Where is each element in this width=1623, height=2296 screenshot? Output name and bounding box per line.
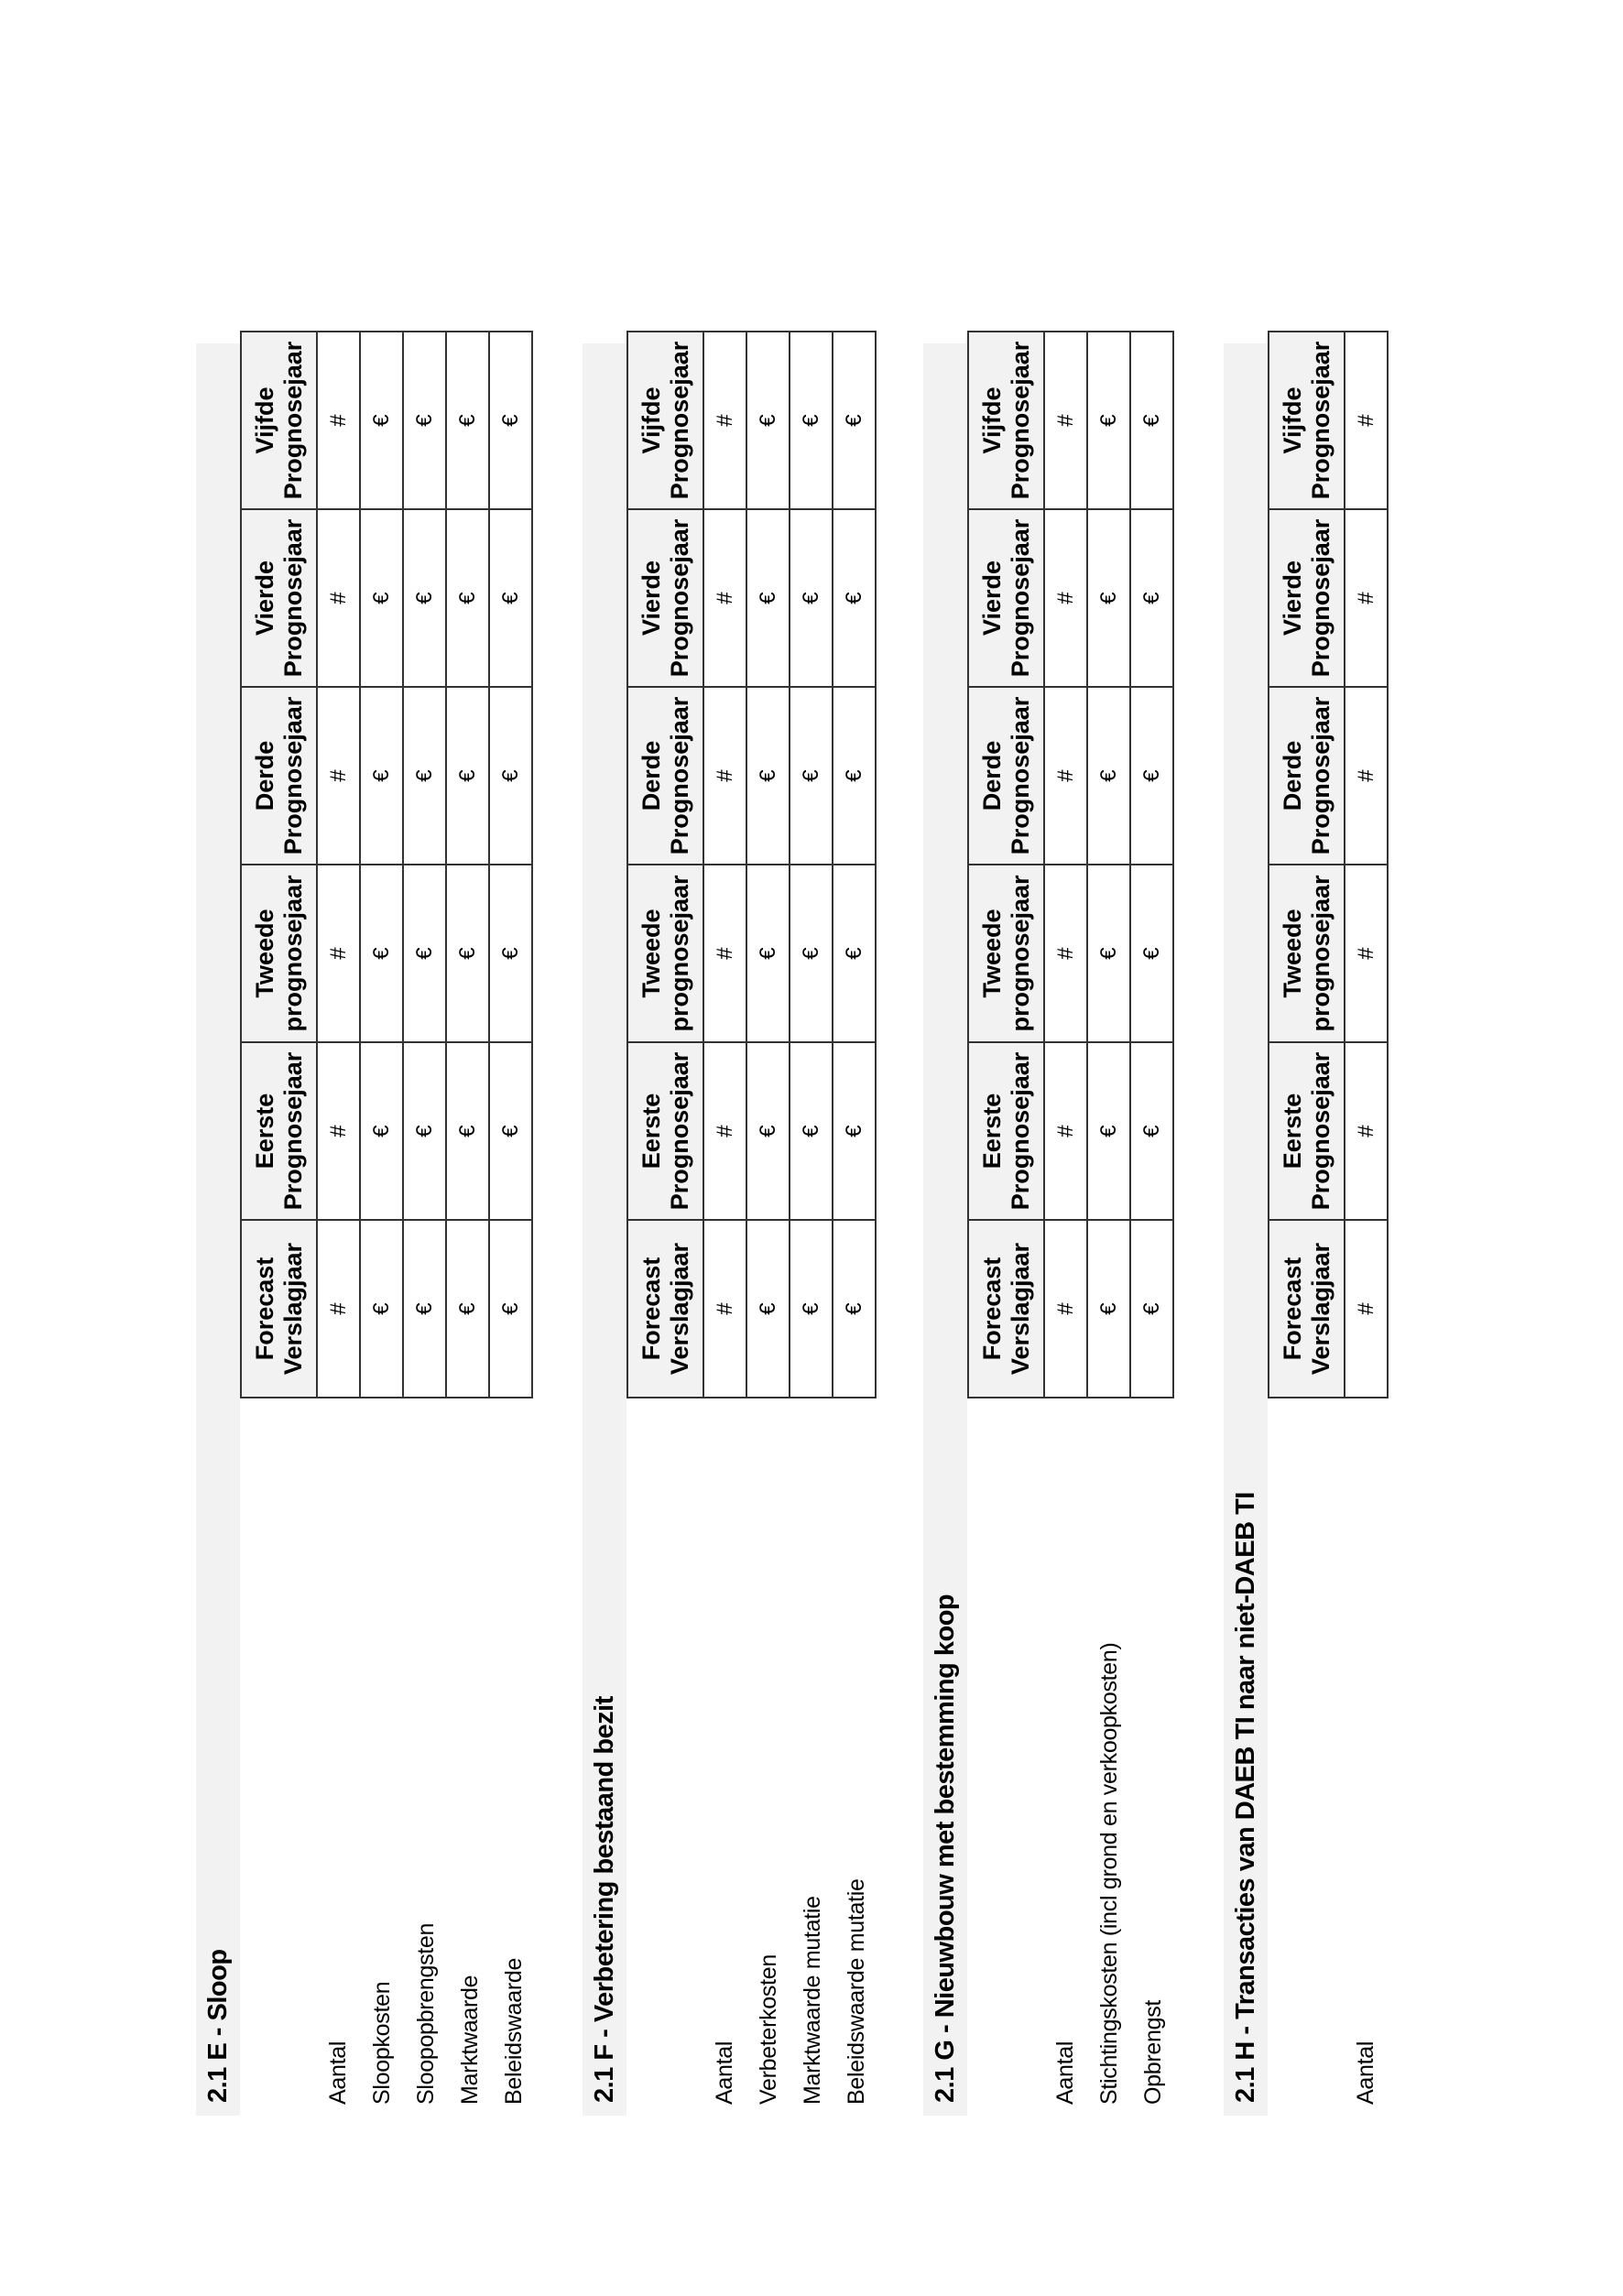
unit-cell[interactable]: € — [833, 332, 876, 509]
column-header — [241, 687, 317, 865]
unit-cell[interactable]: € — [489, 1220, 532, 1398]
unit-cell[interactable]: € — [1087, 1042, 1130, 1220]
forecast-table — [240, 331, 533, 1398]
column-header-line2: prognosejaar — [1006, 875, 1034, 1032]
column-header-line2: Prognosejaar — [1006, 696, 1034, 855]
row-label: Beleidswaarde — [501, 1957, 527, 2105]
unit-cell[interactable]: € — [833, 865, 876, 1042]
column-header-line2: Prognosejaar — [278, 518, 307, 678]
unit-cell[interactable]: € — [489, 509, 532, 687]
unit-cell[interactable]: # — [1345, 332, 1388, 509]
unit-cell[interactable]: € — [1130, 509, 1173, 687]
unit-cell[interactable]: € — [790, 509, 833, 687]
unit-cell[interactable]: # — [317, 1220, 360, 1398]
unit-cell[interactable]: € — [489, 332, 532, 509]
column-header-line2: Prognosejaar — [1306, 341, 1334, 500]
unit-cell[interactable]: € — [360, 1042, 403, 1220]
unit-cell[interactable]: € — [790, 865, 833, 1042]
unit-cell[interactable]: € — [403, 865, 446, 1042]
header-row — [968, 332, 1044, 1398]
unit-cell[interactable]: € — [833, 1042, 876, 1220]
table-row — [1345, 332, 1388, 1398]
section-title: 2.1 G - Nieuwbouw met bestemming koop — [931, 1594, 960, 2103]
unit-cell[interactable]: # — [317, 865, 360, 1042]
unit-cell[interactable]: € — [403, 1042, 446, 1220]
unit-cell[interactable]: € — [360, 1220, 403, 1398]
row-label: Marktwaarde mutatie — [800, 1896, 825, 2105]
column-header — [1269, 687, 1345, 865]
column-header-line2: Verslagjaar — [1006, 1242, 1034, 1376]
table-row — [1130, 332, 1173, 1398]
column-header — [968, 1220, 1044, 1398]
table-row — [403, 332, 446, 1398]
column-header-line1: Tweede — [977, 909, 1006, 998]
column-header — [627, 509, 703, 687]
unit-cell[interactable]: € — [790, 1042, 833, 1220]
unit-cell[interactable]: € — [403, 509, 446, 687]
row-label: Aantal — [1052, 2040, 1078, 2105]
column-header — [241, 1220, 317, 1398]
section-title: 2.1 F - Verbetering bestaand bezit — [590, 1696, 619, 2103]
unit-cell[interactable]: € — [1130, 865, 1173, 1042]
unit-cell[interactable]: # — [317, 509, 360, 687]
column-header — [241, 509, 317, 687]
header-row — [627, 332, 703, 1398]
unit-cell[interactable]: # — [703, 1220, 746, 1398]
column-header-line1: Eerste — [637, 1093, 665, 1170]
column-header — [1269, 509, 1345, 687]
unit-cell[interactable]: € — [1130, 332, 1173, 509]
column-header-line1: Tweede — [250, 909, 278, 998]
unit-cell[interactable]: € — [1087, 509, 1130, 687]
unit-cell[interactable]: € — [360, 509, 403, 687]
unit-cell[interactable]: € — [833, 1220, 876, 1398]
unit-cell[interactable]: € — [446, 1220, 489, 1398]
row-label: Marktwaarde — [457, 1975, 483, 2105]
column-header-line2: Verslagjaar — [665, 1242, 693, 1376]
unit-cell[interactable]: € — [746, 1042, 790, 1220]
column-header-line1: Derde — [1278, 740, 1306, 811]
unit-cell[interactable]: # — [703, 332, 746, 509]
column-header-line1: Forecast — [1278, 1257, 1306, 1361]
column-header — [627, 332, 703, 509]
unit-cell[interactable]: # — [317, 1042, 360, 1220]
unit-cell[interactable]: # — [317, 332, 360, 509]
unit-cell[interactable]: € — [746, 865, 790, 1042]
column-header-line2: Prognosejaar — [1306, 1051, 1334, 1211]
column-header-line1: Eerste — [977, 1093, 1006, 1170]
column-header — [627, 1042, 703, 1220]
table-row — [1044, 332, 1087, 1398]
column-header-line1: Derde — [250, 740, 278, 811]
column-header-line2: Prognosejaar — [665, 1051, 693, 1211]
column-header-line1: Eerste — [1278, 1093, 1306, 1170]
section-title: 2.1 E - Sloop — [203, 1949, 233, 2103]
column-header-line1: Vijfde — [1278, 386, 1306, 454]
column-header — [968, 687, 1044, 865]
column-header-line1: Derde — [637, 740, 665, 811]
column-header-line1: Vijfde — [250, 386, 278, 454]
unit-cell[interactable]: # — [1044, 865, 1087, 1042]
column-header-line1: Tweede — [637, 909, 665, 998]
table-row — [1087, 332, 1130, 1398]
row-label: Stichtingskosten (incl grond en verkoopkosten) — [1096, 1642, 1122, 2105]
unit-cell[interactable]: # — [703, 865, 746, 1042]
unit-cell[interactable]: € — [833, 687, 876, 865]
unit-cell[interactable]: € — [1130, 1220, 1173, 1398]
unit-cell[interactable]: # — [1345, 865, 1388, 1042]
column-header-line2: Prognosejaar — [278, 696, 307, 855]
column-header-line1: Vijfde — [637, 386, 665, 454]
table-row — [746, 332, 790, 1398]
unit-cell[interactable]: € — [446, 1042, 489, 1220]
table-row — [489, 332, 532, 1398]
table-row — [317, 332, 360, 1398]
unit-cell[interactable]: € — [489, 687, 532, 865]
unit-cell[interactable]: € — [790, 1220, 833, 1398]
unit-cell[interactable]: # — [1345, 509, 1388, 687]
column-header-line1: Derde — [977, 740, 1006, 811]
unit-cell[interactable]: € — [833, 509, 876, 687]
column-header — [968, 332, 1044, 509]
unit-cell[interactable]: € — [446, 509, 489, 687]
unit-cell[interactable]: € — [403, 332, 446, 509]
column-header-line2: Prognosejaar — [1306, 696, 1334, 855]
section-e — [196, 343, 536, 2116]
header-row — [1269, 332, 1345, 1398]
column-header-line1: Eerste — [250, 1093, 278, 1170]
unit-cell[interactable]: # — [1044, 1042, 1087, 1220]
unit-cell[interactable]: € — [746, 509, 790, 687]
unit-cell[interactable]: € — [746, 1220, 790, 1398]
column-header-line2: Verslagjaar — [1306, 1242, 1334, 1376]
unit-cell[interactable]: € — [1087, 865, 1130, 1042]
unit-cell[interactable]: € — [446, 687, 489, 865]
table-row — [360, 332, 403, 1398]
unit-cell[interactable]: # — [1044, 1220, 1087, 1398]
unit-cell[interactable]: # — [1044, 509, 1087, 687]
unit-cell[interactable]: € — [1087, 1220, 1130, 1398]
unit-cell[interactable]: € — [790, 332, 833, 509]
column-header-line1: Vierde — [977, 560, 1006, 637]
unit-cell[interactable]: # — [317, 687, 360, 865]
column-header — [1269, 1042, 1345, 1220]
column-header-line2: prognosejaar — [665, 875, 693, 1032]
column-header-line2: Prognosejaar — [278, 1051, 307, 1211]
column-header-line1: Vijfde — [977, 386, 1006, 454]
row-label: Sloopopbrengsten — [413, 1922, 439, 2105]
unit-cell[interactable]: € — [360, 865, 403, 1042]
column-header-line2: prognosejaar — [1306, 875, 1334, 1032]
forecast-table — [967, 331, 1174, 1398]
column-header — [1269, 332, 1345, 509]
unit-cell[interactable]: € — [360, 687, 403, 865]
unit-cell[interactable]: € — [446, 332, 489, 509]
row-label: Beleidswaarde mutatie — [844, 1878, 869, 2105]
unit-cell[interactable]: € — [1087, 332, 1130, 509]
column-header-line1: Vierde — [250, 560, 278, 637]
unit-cell[interactable]: € — [790, 687, 833, 865]
row-label: Aantal — [325, 2040, 351, 2105]
header-row — [241, 332, 317, 1398]
column-header-line2: Verslagjaar — [278, 1242, 307, 1376]
column-header-line2: Prognosejaar — [1006, 1051, 1034, 1211]
unit-cell[interactable]: # — [1345, 1042, 1388, 1220]
unit-cell[interactable]: # — [1044, 687, 1087, 865]
column-header-line2: Prognosejaar — [1006, 518, 1034, 678]
row-label: Sloopkosten — [369, 1981, 395, 2105]
table-row — [790, 332, 833, 1398]
column-header-line2: Prognosejaar — [1006, 341, 1034, 500]
table-row — [446, 332, 489, 1398]
unit-cell[interactable]: # — [1345, 687, 1388, 865]
unit-cell[interactable]: € — [1087, 687, 1130, 865]
column-header — [968, 1042, 1044, 1220]
unit-cell[interactable]: # — [1345, 1220, 1388, 1398]
unit-cell[interactable]: # — [703, 687, 746, 865]
row-label: Aantal — [712, 2040, 737, 2105]
row-label: Verbeterkosten — [756, 1954, 781, 2105]
column-header — [1269, 865, 1345, 1042]
column-header-line1: Forecast — [637, 1257, 665, 1361]
column-header-line1: Forecast — [977, 1257, 1006, 1361]
unit-cell[interactable]: € — [746, 332, 790, 509]
unit-cell[interactable]: € — [360, 332, 403, 509]
unit-cell[interactable]: € — [403, 1220, 446, 1398]
column-header — [627, 687, 703, 865]
unit-cell[interactable]: # — [703, 509, 746, 687]
column-header-line2: Prognosejaar — [278, 341, 307, 500]
column-header — [241, 1042, 317, 1220]
section-header-band — [196, 343, 240, 2116]
table-row — [833, 332, 876, 1398]
column-header-line2: Prognosejaar — [665, 696, 693, 855]
column-header-line1: Forecast — [250, 1257, 278, 1361]
unit-cell[interactable]: € — [1130, 687, 1173, 865]
unit-cell[interactable]: # — [1044, 332, 1087, 509]
column-header — [627, 1220, 703, 1398]
column-header-line2: prognosejaar — [278, 875, 307, 1032]
forecast-table — [626, 331, 877, 1398]
column-header-line2: Prognosejaar — [665, 518, 693, 678]
unit-cell[interactable]: € — [446, 865, 489, 1042]
column-header-line1: Vierde — [1278, 560, 1306, 637]
section-f — [583, 343, 878, 2116]
row-label: Opbrengst — [1140, 1999, 1166, 2105]
unit-cell[interactable]: € — [489, 865, 532, 1042]
column-header — [241, 865, 317, 1042]
column-header — [968, 865, 1044, 1042]
unit-cell[interactable]: € — [403, 687, 446, 865]
column-header — [968, 509, 1044, 687]
section-g — [923, 343, 1175, 2116]
column-header — [241, 332, 317, 509]
unit-cell[interactable]: € — [1130, 1042, 1173, 1220]
column-header-line1: Vierde — [637, 560, 665, 637]
column-header-line1: Tweede — [1278, 909, 1306, 998]
unit-cell[interactable]: # — [703, 1042, 746, 1220]
column-header-line2: Prognosejaar — [1306, 518, 1334, 678]
section-h — [1224, 343, 1388, 2116]
forecast-table — [1268, 331, 1389, 1398]
column-header — [1269, 1220, 1345, 1398]
unit-cell[interactable]: € — [746, 687, 790, 865]
table-row — [703, 332, 746, 1398]
column-header — [627, 865, 703, 1042]
row-label: Aantal — [1353, 2040, 1378, 2105]
column-header-line2: Prognosejaar — [665, 341, 693, 500]
section-title: 2.1 H - Transacties van DAEB TI naar niet-DAEB TI — [1231, 1492, 1260, 2103]
unit-cell[interactable]: € — [489, 1042, 532, 1220]
